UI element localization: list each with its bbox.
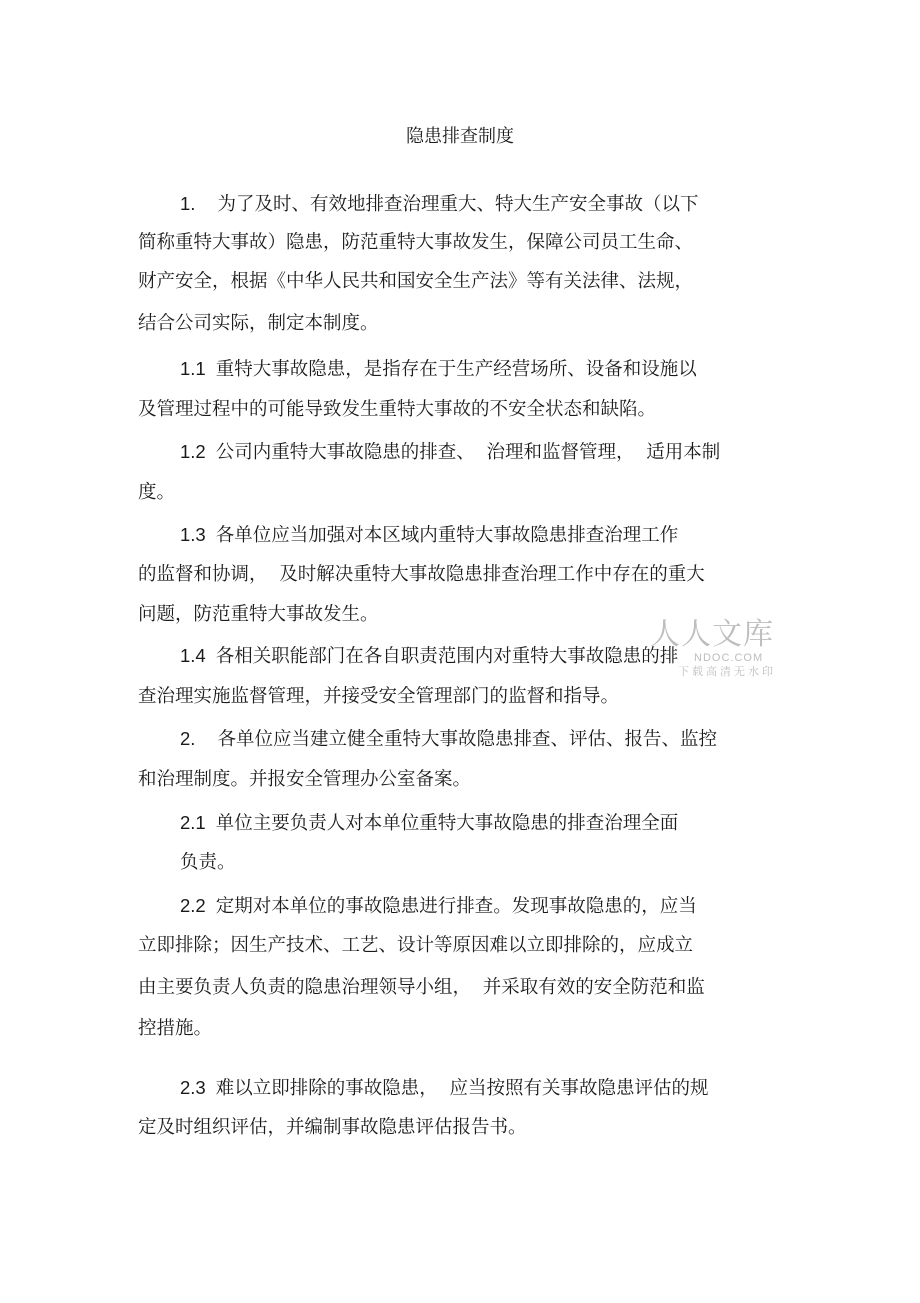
line-text: 度。 — [138, 482, 176, 503]
body-line — [138, 602, 379, 628]
line-text: 问题，防范重特大事故发生。 — [138, 604, 379, 625]
line-text: 由主要负责人负责的隐患治理领导小组， 并采取有效的安全防范和监 — [138, 977, 705, 998]
body-line — [138, 562, 705, 588]
page-title: 隐患排查制度 — [406, 126, 514, 147]
clause-number: 1.2 — [180, 441, 206, 462]
line-text: 单位主要负责人对本单位重特大事故隐患的排查治理全面 — [215, 813, 679, 834]
body-line — [138, 1115, 527, 1141]
body-line — [138, 1016, 212, 1042]
line-text: 的监督和协调， 及时解决重特大事故隐患排查治理工作中存在的重大 — [138, 564, 705, 585]
clause-number: 1.3 — [180, 524, 206, 545]
line-text: 为了及时、有效地排查治理重大、特大生产安全事故（以下 — [217, 194, 699, 215]
line-text: 查治理实施监督管理，并接受安全管理部门的监督和指导。 — [138, 686, 620, 707]
body-line — [138, 767, 471, 793]
body-line — [180, 893, 697, 920]
clause-number: 2.3 — [180, 1077, 206, 1098]
body-line — [138, 269, 693, 295]
clause-number: 2.1 — [180, 812, 206, 833]
body-line — [180, 522, 678, 549]
line-text: 控措施。 — [138, 1018, 213, 1039]
line-text: 定期对本单位的事故隐患进行排查。发现事故隐患的，应当 — [215, 896, 697, 917]
line-text: 和治理制度。并报安全管理办公室备案。 — [138, 769, 472, 790]
line-text: 公司内重特大事故隐患的排查、 治理和监督管理， 适用本制 — [215, 442, 721, 463]
clause-number: 2.2 — [180, 895, 206, 916]
body-line — [180, 356, 697, 383]
line-text: 简称重特大事故）隐患，防范重特大事故发生，保障公司员工生命、 — [138, 232, 694, 253]
body-line — [180, 850, 236, 876]
body-line — [138, 684, 619, 710]
line-text: 各单位应当加强对本区域内重特大事故隐患排查治理工作 — [215, 525, 679, 546]
body-line — [180, 191, 698, 218]
watermark — [648, 617, 776, 678]
line-text: 财产安全，根据《中华人民共和国安全生产法》等有关法律、法规， — [138, 271, 694, 292]
body-line — [180, 439, 720, 466]
watermark-logo: 人人文库 — [650, 617, 774, 652]
line-text: 定及时组织评估，并编制事故隐患评估报告书。 — [138, 1117, 527, 1138]
body-line — [138, 230, 693, 256]
line-text: 各相关职能部门在各自职责范围内对重特大事故隐患的排 — [215, 646, 679, 667]
body-line — [138, 311, 379, 337]
body-line — [180, 1075, 708, 1102]
line-text: 各单位应当建立健全重特大事故隐患排查、评估、报告、监控 — [217, 729, 717, 750]
watermark-tagline: 下载高清无水印 — [678, 665, 776, 678]
line-text: 结合公司实际，制定本制度。 — [138, 313, 379, 334]
body-line — [138, 975, 705, 1001]
line-text: 立即排除；因生产技术、工艺、设计等原因难以立即排除的，应成立 — [138, 935, 694, 956]
clause-number: 1.4 — [180, 645, 206, 666]
line-text: 负责。 — [180, 852, 236, 873]
line-text: 重特大事故隐患，是指存在于生产经营场所、设备和设施以 — [215, 359, 697, 380]
clause-number: 1. — [180, 193, 196, 214]
body-line — [138, 397, 656, 423]
clause-number: 1.1 — [180, 358, 206, 379]
body-line — [138, 480, 175, 506]
line-text: 难以立即排除的事故隐患， 应当按照有关事故隐患评估的规 — [215, 1078, 709, 1099]
body-line — [180, 643, 678, 670]
body-line — [180, 810, 678, 837]
clause-number: 2. — [180, 728, 196, 749]
body-line — [180, 726, 717, 753]
body-line — [138, 933, 693, 959]
line-text: 及管理过程中的可能导致发生重特大事故的不安全状态和缺陷。 — [138, 399, 657, 420]
watermark-url: NDOC.COM — [694, 652, 764, 664]
